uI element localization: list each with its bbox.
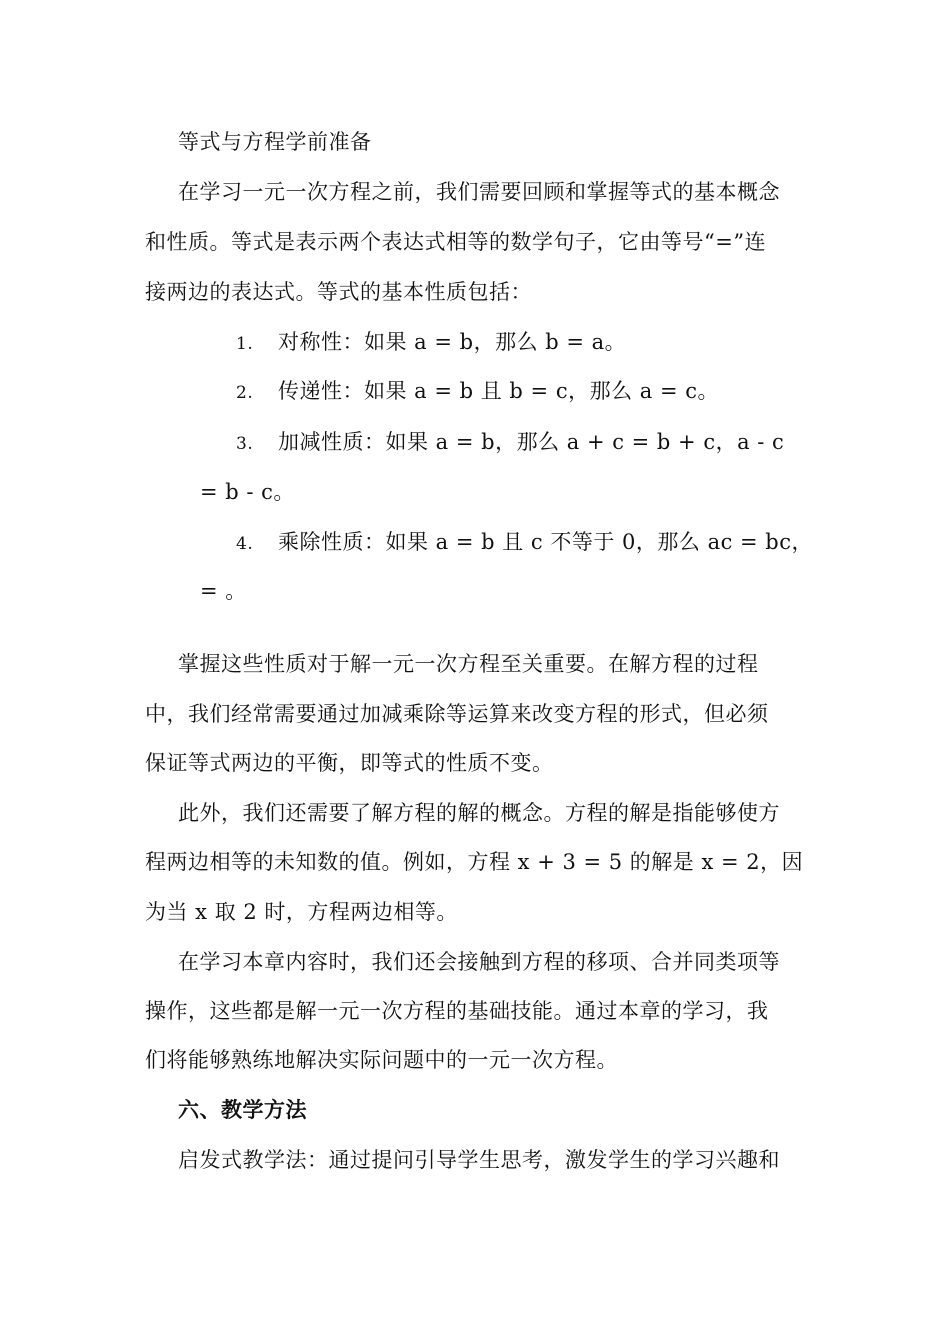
- property-text: 传递性：如果 a = b 且 b = c，那么 a = c。: [278, 379, 719, 403]
- paragraph-line: 为当 x 取 2 时，方程两边相等。: [145, 900, 458, 924]
- property-text: 乘除性质：如果 a = b 且 c 不等于 0，那么 ac = bc，: [278, 530, 814, 554]
- list-number: 2.: [236, 383, 254, 403]
- intro-line: 和性质。等式是表示两个表达式相等的数学句子，它由等号“=”连: [145, 230, 767, 254]
- paragraph-line: 此外，我们还需要了解方程的解的概念。方程的解是指能够使方: [178, 801, 780, 825]
- list-number: 1.: [236, 334, 254, 354]
- paragraph-line: 们将能够熟练地解决实际问题中的一元一次方程。: [145, 1048, 618, 1072]
- paragraph-line: 启发式教学法：通过提问引导学生思考，激发学生的学习兴趣和: [178, 1148, 780, 1172]
- list-number: 3.: [236, 434, 254, 454]
- intro-line: 在学习一元一次方程之前，我们需要回顾和掌握等式的基本概念: [178, 180, 780, 204]
- paragraph-line: 程两边相等的未知数的值。例如，方程 x + 3 = 5 的解是 x = 2，因: [145, 850, 804, 874]
- property-text: 对称性：如果 a = b，那么 b = a。: [278, 330, 627, 354]
- intro-line: 接两边的表达式。等式的基本性质包括：: [145, 280, 532, 304]
- paragraph-line: 中，我们经常需要通过加减乘除等运算来改变方程的形式，但必须: [145, 702, 769, 726]
- property-item: [236, 377, 719, 407]
- paragraph-line: 在学习本章内容时，我们还会接触到方程的移项、合并同类项等: [178, 950, 780, 974]
- property-item: [236, 428, 784, 458]
- property-item: [236, 328, 626, 358]
- property-text: 加减性质：如果 a = b，那么 a + c = b + c，a - c: [278, 430, 785, 454]
- paragraph-line: 掌握这些性质对于解一元一次方程至关重要。在解方程的过程: [178, 652, 759, 676]
- paragraph-line: 保证等式两边的平衡，即等式的性质不变。: [145, 751, 554, 775]
- property-continuation: = 。: [200, 579, 247, 603]
- property-continuation: = b - c。: [200, 480, 295, 504]
- list-number: 4.: [236, 534, 254, 554]
- paragraph-line: 操作，这些都是解一元一次方程的基础技能。通过本章的学习，我: [145, 999, 769, 1023]
- property-item: [236, 528, 813, 558]
- section-heading: 六、教学方法: [178, 1098, 307, 1122]
- document-title: 等式与方程学前准备: [178, 130, 372, 154]
